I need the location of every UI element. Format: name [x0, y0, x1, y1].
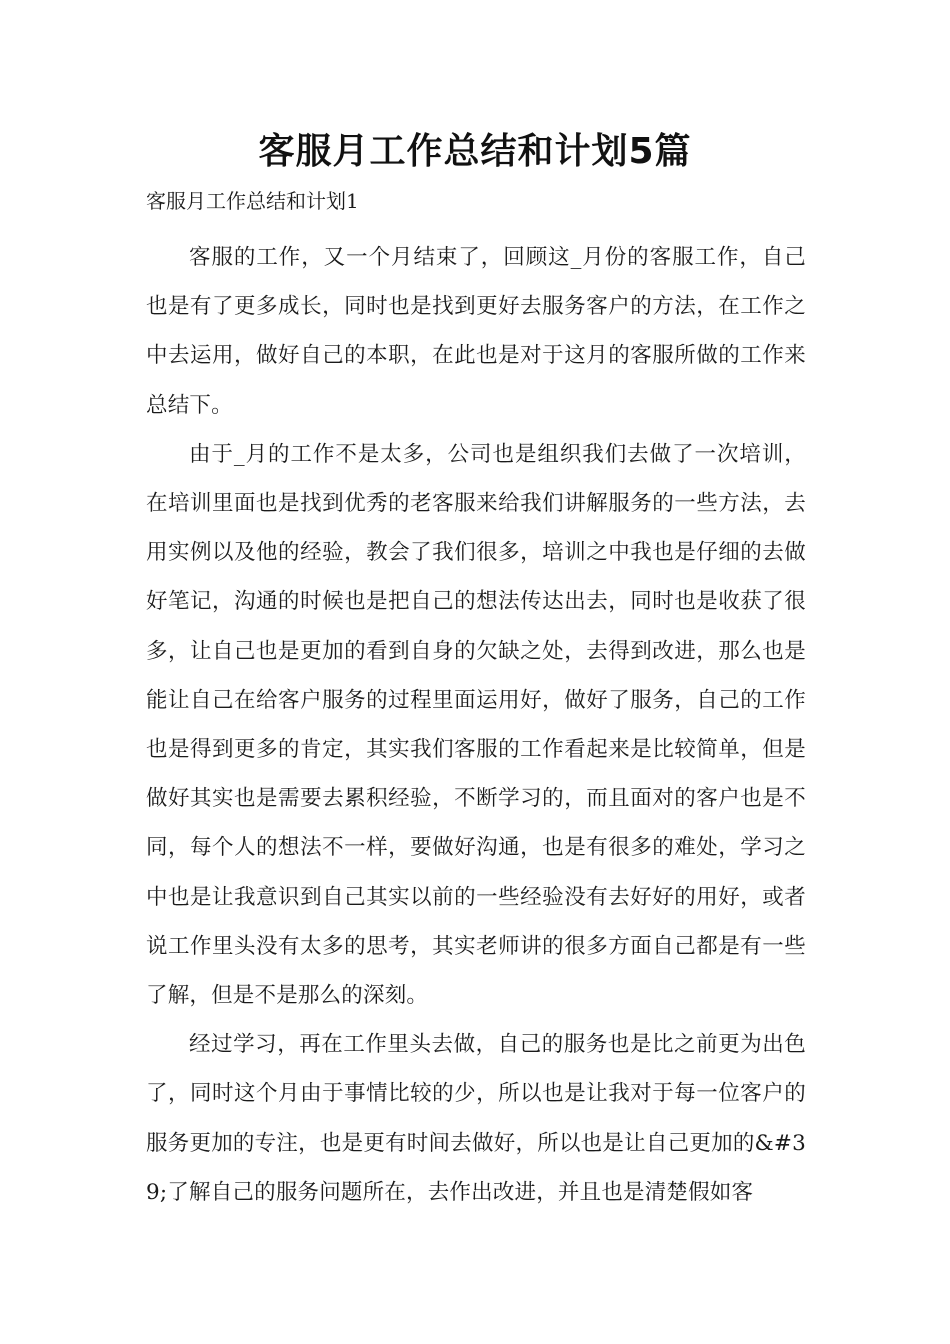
- document-title: 客服月工作总结和计划5篇: [258, 131, 692, 172]
- section-heading: 客服月工作总结和计划1: [146, 189, 359, 213]
- paragraph-3: 经过学习，再在工作里头去做，自己的服务也是比之前更为出色了，同时这个月由于事情比较的少，所以也是让我对于每一位客户的服务更加的专注，也是更有时间去做好，所以也是让自己更加的&#39;了解自己的服务问题所在，去作出改进，并且也是清楚假如客: [146, 1032, 806, 1205]
- document-body: [146, 233, 806, 1217]
- paragraph-2: 由于_月的工作不是太多，公司也是组织我们去做了一次培训，在培训里面也是找到优秀的老客服来给我们讲解服务的一些方法，去用实例以及他的经验，教会了我们很多，培训之中我也是仔细的去做好笔记，沟通的时候也是把自己的想法传达出去，同时也是收获了很多，让自己也是更加的看到自身的欠缺之处，去得到改进，那么也是能让自己在给客户服务的过程里面运用好，做好了服务，自己的工作也是得到更多的肯定，其实我们客服的工作看起来是比较简单，但是做好其实也是需要去累积经验，不断学习的，而且面对的客户也是不同，每个人的想法不一样，要做好沟通，也是有很多的难处，学习之中也是让我意识到自己其实以前的一些经验没有去好好的用好，或者说工作里头没有太多的思考，其实老师讲的很多方面自己都是有一些了解，但是不是那么的深刻。: [146, 441, 806, 1009]
- paragraph-1: 客服的工作，又一个月结束了，回顾这_月份的客服工作，自己也是有了更多成长，同时也是找到更好去服务客户的方法，在工作之中去运用，做好自己的本职，在此也是对于这月的客服所做的工作来总结下。: [146, 245, 806, 418]
